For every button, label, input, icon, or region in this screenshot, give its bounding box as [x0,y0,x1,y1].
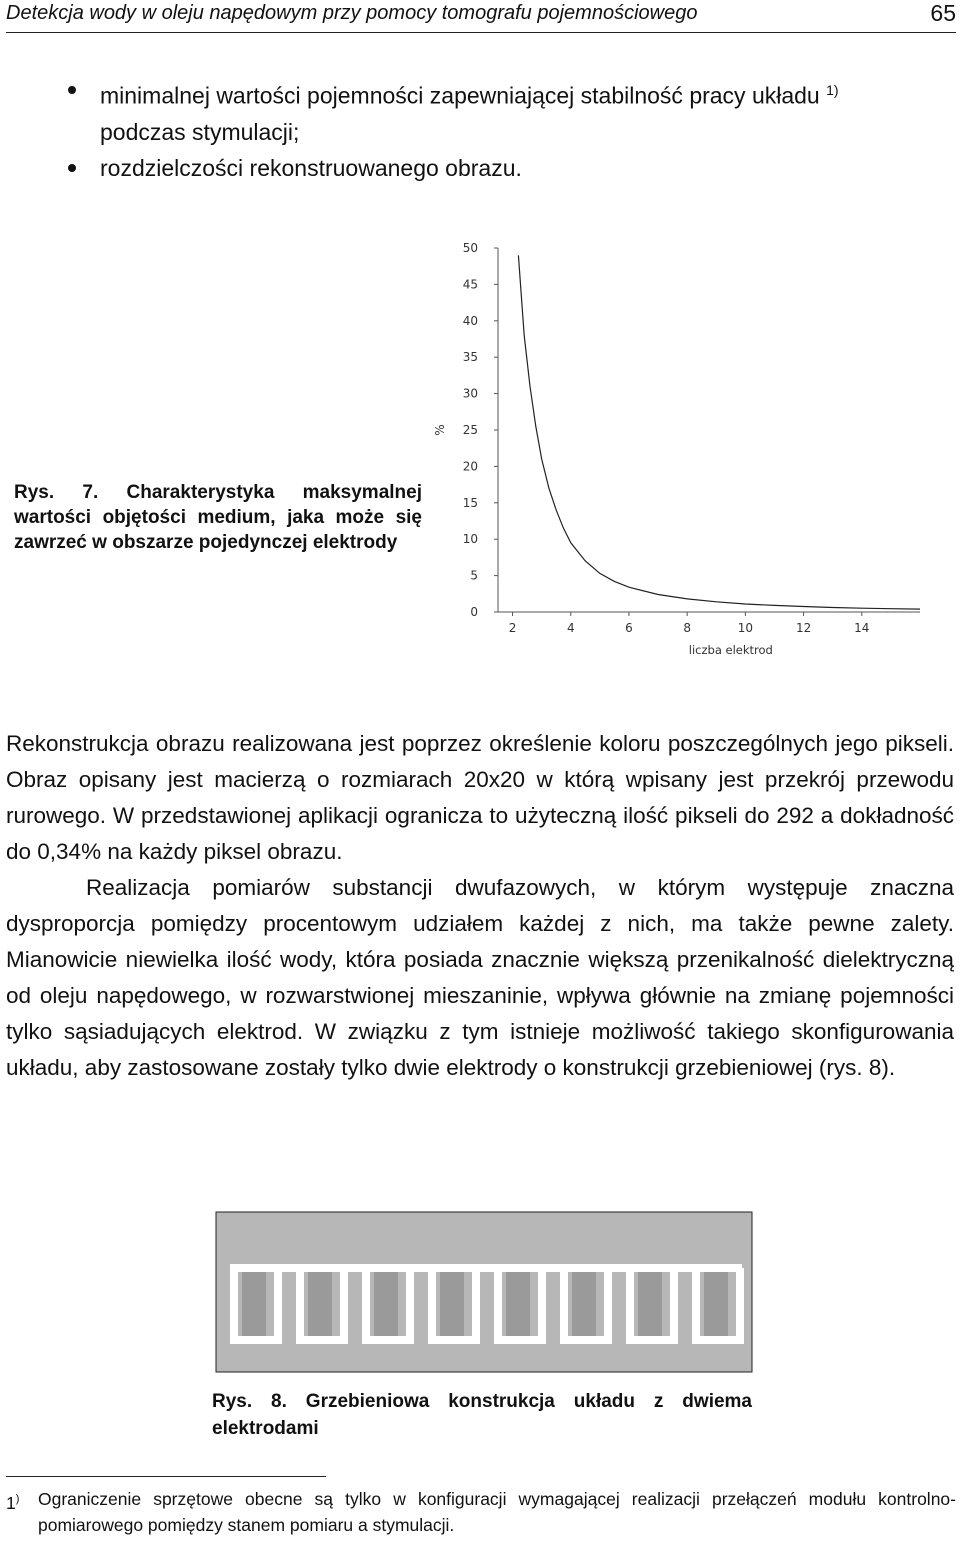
paragraph: Rekonstrukcja obrazu realizowana jest poprzez określenie koloru poszczególnych jego pikseli. Obraz opisany jest macierzą o rozmiarach 20x20 w którą wpisany jest przekrój przewodu rurowego. W przedstawionej aplikacji ogranicza to użyteczną ilość pikseli do 292 a dokładność do 0,34% na każdy piksel obrazu. [6,731,954,864]
footnote-number: 1 [6,1492,16,1513]
figure-8-caption [212,1388,752,1442]
figure-7-caption-text: Charakterystyka maksymalnej wartości objętości medium, jaka może się zawrzeć w obszarze pojedynczej elektrody [14,482,422,553]
bullet-icon [68,164,76,172]
bullet-text: minimalnej wartości pojemności zapewniającej stabilność pracy układu [100,82,820,109]
y-tick-label: 35 [462,350,478,365]
y-axis-label: % [433,424,447,436]
footnote-text: Ograniczenie sprzętowe obecne są tylko w konfiguracji wymagającej realizacji przełączeń modułu kontrolno-pomiarowego pomiędzy stanem pomiaru a stymulacji. [38,1489,956,1535]
running-header [6,0,956,33]
comb-finger [440,1268,464,1336]
y-tick-label: 20 [462,459,478,474]
figure-7-caption [14,480,422,555]
y-tick-label: 45 [462,277,478,292]
page-number: 65 [930,0,956,26]
figure-8-comb-electrodes [212,1208,762,1378]
comb-finger [374,1268,398,1336]
comb-finger [572,1268,596,1336]
x-tick-label: 12 [795,621,812,635]
figure-8-caption-text: Grzebieniowa konstrukcja układu z dwiema elektrodami [212,1391,753,1439]
x-tick-label: 4 [566,621,575,635]
y-tick-label: 50 [462,241,478,255]
bullet-icon [68,86,76,94]
bullet-list [0,72,960,186]
bullet-item [0,150,960,186]
x-tick-label: 6 [625,621,633,635]
footnote-sup: ) [15,1493,20,1505]
x-tick-label: 8 [683,621,691,635]
figure-8-label: Rys. 8. [212,1391,287,1412]
running-title: Detekcja wody w oleju napędowym przy pomocy tomografu pojemnościowego [6,2,698,24]
paragraph: Realizacja pomiarów substancji dwufazowych, w którym występuje znaczna dysproporcja pomiędzy procentowym udziałem każdej z nich, ma także pewne zalety. Mianowicie niewielka ilość wody, która posiada znacznie większą przenikalność dielektryczną od oleju napędowego, w rozwarstwionej mieszaninie, wpływa głównie na zmianę pojemności tylko sąsiadujących elektrod. W związku z tym istnieje możliwość takiego skonfigurowania układu, aby zastosowane zostały tylko dwie elektrody o konstrukcji grzebieniowej (rys. 8). [6,875,954,1080]
y-tick-label: 5 [470,568,478,583]
figure-7-label: Rys. 7. [14,482,99,503]
bullet-item-continuation [0,114,960,150]
comb-finger [308,1268,332,1336]
y-tick-label: 30 [462,386,478,401]
comb-finger [242,1268,266,1336]
body-text [6,726,954,1086]
figure-7-chart [420,232,940,672]
footnote-mark [6,1486,19,1516]
bullet-item [0,72,960,114]
comb-finger [638,1268,662,1336]
bullet-text: rozdzielczości rekonstruowanego obrazu. [100,154,522,181]
comb-finger [704,1268,728,1336]
x-tick-label: 2 [508,621,517,635]
footnote-divider [6,1476,326,1477]
comb-finger [506,1268,530,1336]
bullet-text: podczas stymulacji; [100,118,300,145]
footnote-ref: 1) [826,82,839,98]
x-tick-label: 10 [737,621,754,635]
y-tick-label: 0 [470,605,478,619]
y-tick-label: 10 [462,532,478,547]
y-tick-label: 25 [462,423,478,437]
series-line-0 [518,255,920,609]
x-axis-label: liczba elektrod [688,643,773,657]
y-tick-label: 15 [462,495,478,510]
y-tick-label: 40 [462,313,478,328]
footnote [6,1486,956,1538]
x-tick-label: 14 [854,621,870,635]
